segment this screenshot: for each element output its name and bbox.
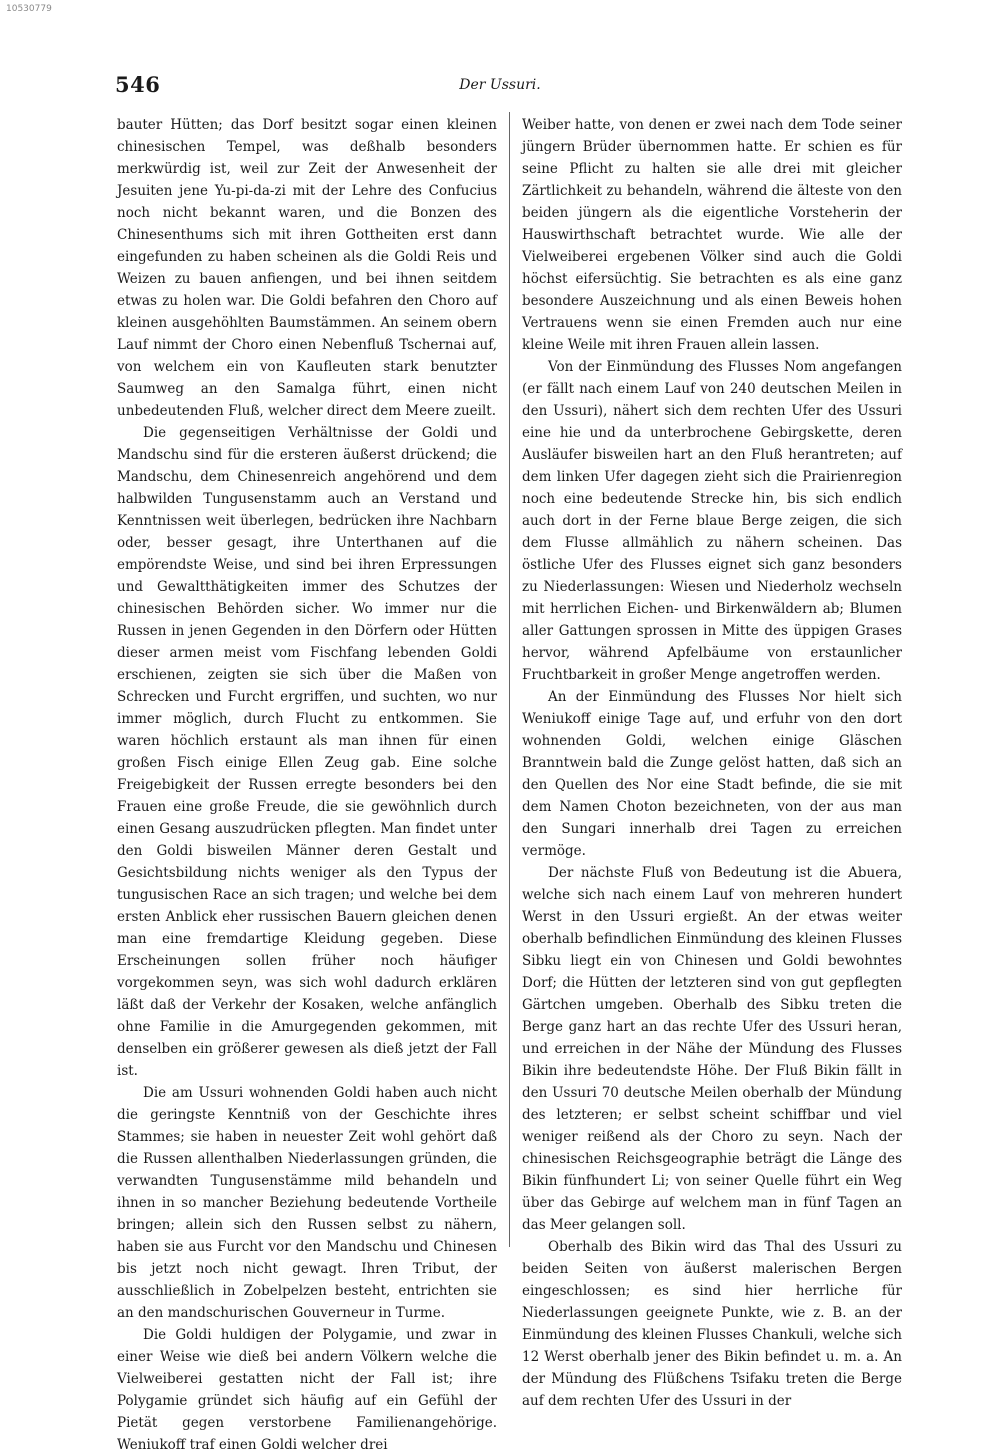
paragraph: Die gegenseitigen Verhältnisse der Goldi und Mandschu sind für die ersteren äußerst drückend; die Mandschu, dem Chinesenreich angehörend und dem halbwilden Tungusenstamm auch an Verstand und Kenntnissen weit überlegen, bedrücken ihre Nachbarn oder, besser gesagt, ihre Unterthanen auf die empörendste Weise, und sind bei ihren Erpressungen und Gewaltthätigkeiten immer des Schutzes der chinesischen Behörden sicher. Wo immer nur die Russen in jenen Gegenden in den Dörfern oder Hütten dieser armen meist vom Fischfang lebenden Goldi erschienen, zeigten sie sich über die Maßen von Schrecken und Furcht ergriffen, und suchten, wo nur immer möglich, durch Flucht zu entkommen. Sie waren höchlich erstaunt als man ihnen für einen großen Fisch einige Ellen Zeug gab. Eine solche Freigebigkeit der Russen erregte besonders bei den Frauen eine große Freude, die sie gewöhnlich durch einen Gesang auszudrücken pflegten. Man findet unter den Goldi bisweilen Männer deren Gestalt und Gesichtsbildung nichts weniger als den Typus der tungusischen Race an sich tragen; und welche bei dem ersten Anblick eher russischen Bauern gleichen denen man eine fremdartige Kleidung gegeben. Diese Erscheinungen sollen früher noch häufiger vorgekommen seyn, was sich wohl dadurch erklären läßt daß der Verkehr der Kosaken, welche anfänglich ohne Familie in die Amurgegenden gekommen, mit denselben ein größerer gewesen als dieß jetzt der Fall ist. (117, 425, 497, 1079)
paragraph: Die am Ussuri wohnenden Goldi haben auch nicht die geringste Kenntniß von der Geschichte ihres Stammes; sie haben in neuester Zeit wohl gehört daß die Russen allenthalben Niederlassungen gründen, die verwandten Tungusenstämme mild behandeln und ihnen in so mancher Beziehung bedeutende Vortheile bringen; allein sich den Russen selbst zu nähern, haben sie aus Furcht vor den Mandschu und Chinesen bis jetzt noch nicht gewagt. Ihren Tribut, der ausschließlich in Zobelpelzen besteht, entrichten sie an den mandschurischen Gouverneur in Turme. (117, 1085, 497, 1321)
paragraph: bauter Hütten; das Dorf besitzt sogar einen kleinen chinesischen Tempel, was deßhalb besonders merkwürdig ist, weil zur Zeit der Anwesenheit der Jesuiten jene Yu-pi-da-zi mit der Lehre des Confucius noch nicht bekannt waren, und die Bonzen des Chinesenthums sich mit ihren Gottheiten erst dann eingefunden zu haben scheinen als die Goldi Reis und Weizen zu bauen anfiengen, und bei ihnen seitdem etwas zu holen war. Die Goldi befahren den Choro auf kleinen ausgehöhlten Baumstämmen. An seinem obern Lauf nimmt der Choro einen Nebenfluß Tschernai auf, von welchem ein von Kaufleuten stark benutzter Saumweg an den Samalga führt, einen nicht unbedeutenden Fluß, welcher direct dem Meere zueilt. (117, 117, 497, 419)
paragraph: Von der Einmündung des Flusses Nom angefangen (er fällt nach einem Lauf von 240 deutschen Meilen in den Ussuri), nähert sich dem rechten Ufer des Ussuri eine hie und da unterbrochene Gebirgskette, deren Ausläufer bisweilen hart an den Fluß herantreten; auf dem linken Ufer dagegen zieht sich die Prairienregion noch eine bedeutende Strecke hin, bis sich endlich auch dort in der Ferne blaue Berge zeigen, die sich dem Flusse allmählich zu nähern scheinen. Das östliche Ufer des Flusses eignet sich ganz besonders zu Niederlassungen: Wiesen und Niederholz wechseln mit herrlichen Eichen- und Birkenwäldern ab; Blumen aller Gattungen sprossen in Mitte des üppigen Grases hervor, während Apfelbäume von erstaunlicher Fruchtbarkeit in großer Menge angetroffen werden. (522, 359, 902, 683)
paragraph: Weiber hatte, von denen er zwei nach dem Tode seiner jüngern Brüder übernommen hatte. Er schien es für seine Pflicht zu halten sie alle drei mit gleicher Zärtlichkeit zu behandeln, während die älteste von den beiden jüngern als die eigentliche Vorsteherin der Hauswirthschaft betrachtet wurde. Wie alle der Vielweiberei ergebenen Völker sind auch die Goldi höchst eifersüchtig. Sie betrachten es als eine ganz besondere Auszeichnung und als einen Beweis hohen Vertrauens wenn sie einen Fremden auch nur eine kleine Weile mit ihren Frauen allein lassen. (522, 117, 902, 353)
paragraph: An der Einmündung des Flusses Nor hielt sich Weniukoff einige Tage auf, und erfuhr von den dort wohnenden Goldi, welchen einige Gläschen Branntwein bald die Zunge gelöst hatten, daß sich an den Quellen des Nor eine Stadt befinde, die sie mit dem Namen Choton bezeichneten, von der aus man den Sungari innerhalb drei Tagen zu erreichen vermöge. (522, 689, 902, 859)
paragraph: Oberhalb des Bikin wird das Thal des Ussuri zu beiden Seiten von äußerst malerischen Bergen eingeschlossen; es sind hier herrliche für Niederlassungen geeignete Punkte, wie z. B. an der Einmündung des kleinen Flusses Chankuli, welche sich 12 Werst oberhalb jener des Bikin befindet u. m. a. An der Mündung des Flüßchens Tsifaku treten die Berge auf dem rechten Ufer des Ussuri in der (522, 1239, 902, 1409)
paragraph: Der nächste Fluß von Bedeutung ist die Abuera, welche sich nach einem Lauf von mehreren hundert Werst in den Ussuri ergießt. An der etwas weiter oberhalb befindlichen Einmündung des kleinen Flusses Sibku liegt ein von Chinesen und Goldi bewohntes Dorf; die Hütten der letzteren sind von gut gepflegten Gärtchen umgeben. Oberhalb des Sibku treten die Berge ganz hart an das rechte Ufer des Ussuri heran, und erreichen in der Nähe der Mündung des Flusses Bikin ihre bedeutendste Höhe. Der Fluß Bikin fällt in den Ussuri 70 deutsche Meilen oberhalb der Mündung des letzteren; er selbst scheint schiffbar und viel weniger reißend als der Choro zu seyn. Nach der chinesischen Reichsgeographie beträgt die Länge des Bikin fünfhundert Li; von seiner Quelle führt ein Weg über das Gebirge auf welchem man in fünf Tagen an das Meer gelangen soll. (522, 865, 902, 1233)
left-column (117, 114, 497, 1453)
paragraph: Die Goldi huldigen der Polygamie, und zwar in einer Weise wie dieß bei andern Völkern welche die Vielweiberei gestatten nicht der Fall ist; ihre Polygamie gründet sich häufig auf ein Gefühl der Pietät gegen verstorbene Familienangehörige. Weniukoff traf einen Goldi welcher drei (117, 1327, 497, 1453)
corner-scan-id: 10530779 (6, 4, 52, 14)
right-column (522, 114, 902, 1409)
running-head: Der Ussuri. (459, 77, 541, 93)
column-divider (509, 112, 510, 1247)
page-number: 546 (115, 72, 161, 97)
